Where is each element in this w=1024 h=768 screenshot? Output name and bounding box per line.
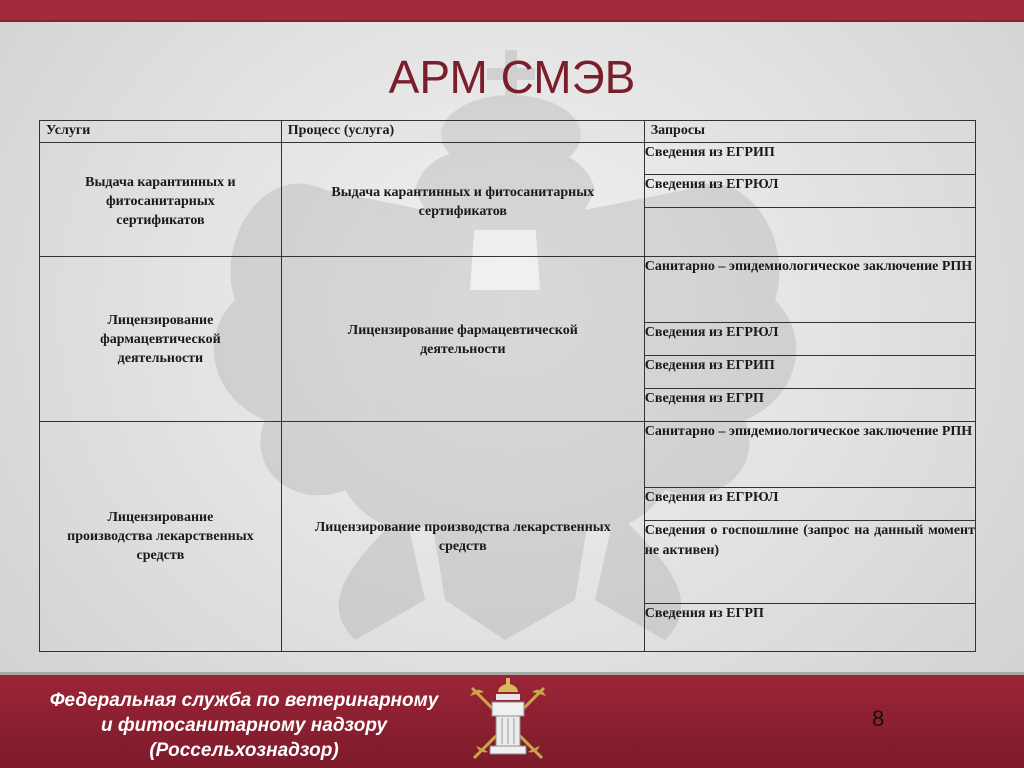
request-cell: Сведения из ЕГРЮЛ xyxy=(644,175,975,208)
organization-name xyxy=(24,688,464,763)
request-cell: Санитарно – эпидемиологическое заключение РПН xyxy=(644,257,975,323)
request-cell: Сведения из ЕГРИП xyxy=(644,143,975,175)
service-cell: Лицензирование производства лекарственных средств xyxy=(40,422,282,652)
organization-line-3: (Россельхознадзор) xyxy=(149,740,339,761)
process-cell: Выдача карантинных и фитосанитарных сертификатов xyxy=(281,143,644,257)
request-cell: Сведения из ЕГРП xyxy=(644,604,975,652)
request-cell: Сведения из ЕГРЮЛ xyxy=(644,488,975,521)
page-number: 8 xyxy=(872,706,885,731)
process-cell: Лицензирование фармацевтической деятельности xyxy=(281,257,644,422)
organization-line-2: и фитосанитарному надзору xyxy=(100,715,388,736)
request-cell: Санитарно – эпидемиологическое заключение РПН xyxy=(644,422,975,488)
header-process: Процесс (услуга) xyxy=(281,121,644,143)
request-cell: Сведения из ЕГРЮЛ xyxy=(644,323,975,356)
service-cell: Выдача карантинных и фитосанитарных сертификатов xyxy=(40,143,282,257)
header-services: Услуги xyxy=(40,121,282,143)
service-cell: Лицензирование фармацевтической деятельности xyxy=(40,257,282,422)
header-requests: Запросы xyxy=(644,121,975,143)
table-row xyxy=(40,257,976,323)
rosselkhoznadzor-emblem-icon xyxy=(462,676,554,764)
request-cell: Сведения из ЕГРП xyxy=(644,389,975,422)
request-cell: Сведения о госпошлине (запрос на данный момент не активен) xyxy=(644,521,975,604)
process-cell: Лицензирование производства лекарственных средств xyxy=(281,422,644,652)
request-cell: Сведения из ЕГРИП xyxy=(644,356,975,389)
request-cell xyxy=(644,208,975,257)
services-table xyxy=(39,120,976,652)
organization-line-1: Федеральная служба по ветеринарному xyxy=(49,690,439,711)
table-row xyxy=(40,422,976,488)
table-header-row xyxy=(40,121,976,143)
table-row xyxy=(40,143,976,175)
slide-title: АРМ СМЭВ xyxy=(388,51,636,103)
top-bar xyxy=(0,0,1024,22)
